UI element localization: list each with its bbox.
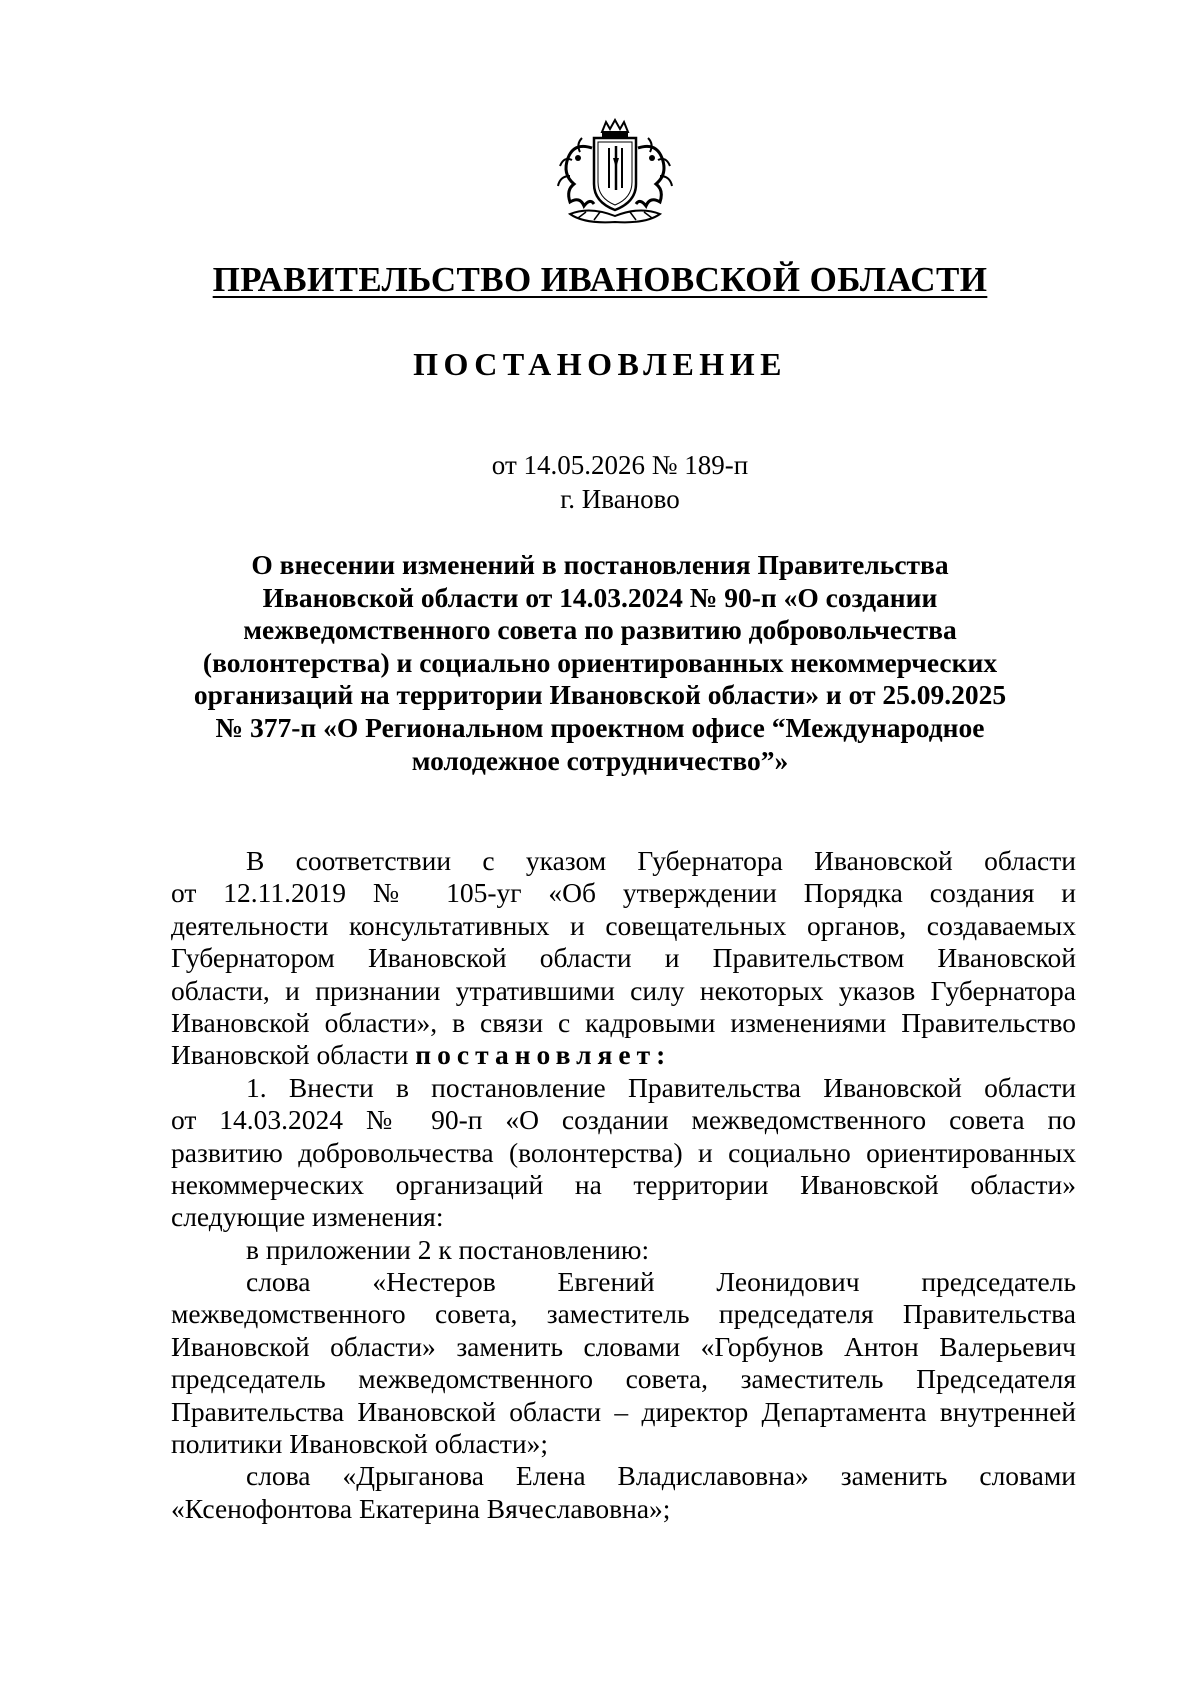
document-date-number: от 14.05.2026 № 189-п bbox=[491, 450, 749, 480]
appendix-line: в приложении 2 к постановлению: bbox=[246, 1233, 650, 1265]
body-line: 1. Внести в постановление Правительства Ивановской области bbox=[246, 1071, 1076, 1103]
body-line: области, и признании утратившими силу некоторых указов Губернатора bbox=[171, 974, 1076, 1006]
document-city: г. Иваново bbox=[560, 484, 680, 514]
body-line: В соответствии с указом Губернатора Ивановской области bbox=[246, 845, 1076, 876]
item-1-paragraph bbox=[171, 1072, 1076, 1234]
change-1-paragraph bbox=[171, 1266, 1076, 1460]
subject-line: (волонтерства) и социально ориентированных некоммерческих bbox=[202, 646, 998, 678]
body-line: от 14.03.2024 № 90-п «О создании межведомственного совета по bbox=[171, 1104, 1076, 1136]
body-line: деятельности консультативных и совещательных органов, создаваемых bbox=[171, 909, 1076, 941]
body-line: некоммерческих организаций на территории Ивановской области» bbox=[171, 1168, 1076, 1200]
decree-word: постановляет: bbox=[415, 1039, 672, 1071]
document-body bbox=[171, 845, 1076, 1525]
body-line: развитию добровольчества (волонтерства) и социально ориентированных bbox=[171, 1136, 1076, 1168]
body-line: председатель межведомственного совета, заместитель Председателя bbox=[171, 1363, 1076, 1395]
subject-line: № 377-п «О Региональном проектном офисе “Международное bbox=[215, 711, 985, 743]
body-line-last: Ивановской области постановляет: bbox=[171, 1039, 672, 1071]
body-line: Правительства Ивановской области – директор Департамента внутренней bbox=[171, 1395, 1076, 1427]
body-line: слова «Нестеров Евгений Леонидович председатель bbox=[246, 1266, 1076, 1298]
change-2-paragraph bbox=[171, 1460, 1076, 1525]
subject-line: О внесении изменений в постановления Правительства bbox=[251, 549, 949, 580]
document-subject bbox=[190, 549, 1010, 777]
body-line: от 12.11.2019 № 105-уг «Об утверждении Порядка создания и bbox=[171, 877, 1076, 909]
body-line-last: политики Ивановской области»; bbox=[171, 1428, 549, 1460]
subject-line: молодежное сотрудничество”» bbox=[411, 744, 789, 776]
subject-line: организаций на территории Ивановской области» и от 25.09.2025 bbox=[193, 679, 1007, 711]
preamble-paragraph bbox=[171, 845, 1076, 1072]
body-line-last: «Ксенофонтова Екатерина Вячеславовна»; bbox=[171, 1492, 671, 1524]
body-line: Губернатором Ивановской области и Правительством Ивановской bbox=[171, 942, 1076, 974]
body-line: межведомственного совета, заместитель председателя Правительства bbox=[171, 1298, 1076, 1330]
body-line-last: следующие изменения: bbox=[171, 1201, 444, 1233]
body-line: Ивановской области», в связи с кадровыми изменениями Правительство bbox=[171, 1006, 1076, 1038]
document-type: ПОСТАНОВЛЕНИЕ bbox=[413, 346, 787, 382]
subject-line: межведомственного совета по развитию добровольчества bbox=[243, 614, 957, 646]
body-line: слова «Дрыганова Елена Владиславовна» заменить словами bbox=[246, 1460, 1076, 1492]
subject-line: Ивановской области от 14.03.2024 № 90-п «О создании bbox=[262, 581, 938, 613]
coat-of-arms-icon bbox=[550, 118, 680, 230]
government-title: ПРАВИТЕЛЬСТВО ИВАНОВСКОЙ ОБЛАСТИ bbox=[212, 260, 988, 299]
body-line: Ивановской области» заменить словами «Горбунов Антон Валерьевич bbox=[171, 1330, 1076, 1362]
